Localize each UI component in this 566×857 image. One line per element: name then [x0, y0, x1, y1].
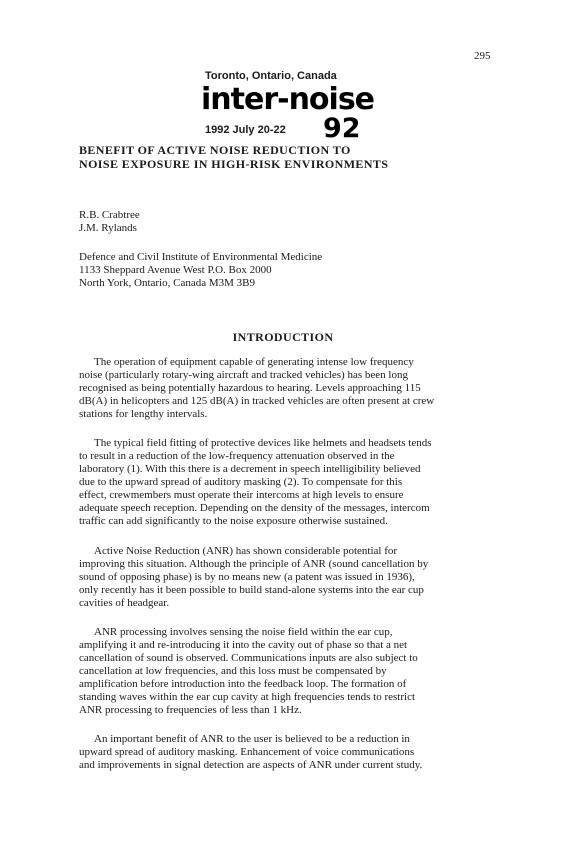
paragraph-line: cavities of headgear.: [79, 597, 170, 609]
paragraph-line: An important benefit of ANR to the user is believed to be a reduction in: [94, 733, 410, 745]
paragraph-line: Active Noise Reduction (ANR) has shown considerable potential for: [94, 545, 398, 557]
affiliation-line: North York, Ontario, Canada M3M 3B9: [79, 277, 255, 289]
author-name: R.B. Crabtree: [79, 209, 140, 221]
section-heading: INTRODUCTION: [232, 330, 334, 344]
body-paragraph: [79, 626, 499, 717]
paragraph-line: noise (particularly rotary-wing aircraft and tracked vehicles) has been long: [79, 369, 408, 381]
paragraph-line: only recently has it been possible to build stand-alone systems into the ear cup: [79, 584, 424, 596]
title-line: BENEFIT OF ACTIVE NOISE REDUCTION TO: [79, 143, 351, 157]
paragraph-line: and improvements in signal detection are aspects of ANR under current study.: [79, 759, 423, 771]
affiliation-line: Defence and Civil Institute of Environmental Medicine: [79, 251, 323, 263]
author-name: J.M. Rylands: [79, 222, 137, 234]
page-number: 295: [474, 50, 491, 62]
paragraph-line: cancellation at low frequencies, and this loss must be compensated by: [79, 665, 387, 677]
affiliation-block: [79, 251, 322, 290]
paragraph-line: traffic can add significantly to the noise exposure otherwise sustained.: [79, 515, 388, 527]
paragraph-line: laboratory (1). With this there is a decrement in speech intelligibility believed: [79, 463, 421, 475]
body-paragraph: [79, 733, 499, 772]
affiliation-line: 1133 Sheppard Avenue West P.O. Box 2000: [79, 264, 272, 276]
paragraph-line: ANR processing to frequencies of less than 1 kHz.: [79, 704, 302, 716]
author-list: [79, 209, 140, 235]
paragraph-line: The typical field fitting of protective devices like helmets and headsets tends: [94, 437, 432, 449]
paragraph-line: upward spread of auditory masking. Enhancement of voice communications: [79, 746, 415, 758]
body-paragraph: [79, 356, 499, 421]
paragraph-line: improving this situation. Although the principle of ANR (sound cancellation by: [79, 558, 429, 570]
paragraph-line: recognised as being potentially hazardous to hearing. Levels approaching 115: [79, 382, 421, 394]
paragraph-line: effect, crewmembers must operate their intercoms at high levels to ensure: [79, 489, 404, 501]
paragraph-line: amplifying it and re-introducing it into the cavity out of phase so that a net: [79, 639, 408, 651]
conference-year-mark: 92: [323, 113, 361, 144]
paragraph-line: cancellation of sound is observed. Communications inputs are also subject to: [79, 652, 418, 664]
paper-title: [79, 143, 388, 171]
paragraph-line: dB(A) in helicopters and 125 dB(A) in tracked vehicles are often present at crew: [79, 395, 435, 407]
paragraph-line: stations for lengthy intervals.: [79, 408, 208, 420]
paragraph-line: standing waves within the ear cup cavity at high frequencies tends to restrict: [79, 691, 416, 703]
paragraph-line: amplification before introduction into the feedback loop. The formation of: [79, 678, 407, 690]
paragraph-line: to result in a reduction of the low-frequency attenuation observed in the: [79, 450, 395, 462]
title-line: NOISE EXPOSURE IN HIGH-RISK ENVIRONMENTS: [79, 157, 389, 171]
conference-location: Toronto, Ontario, Canada: [205, 70, 337, 82]
paragraph-line: due to the upward spread of auditory masking (2). To compensate for this: [79, 476, 403, 488]
conference-date: 1992 July 20-22: [205, 124, 286, 136]
body-paragraph: [79, 437, 499, 528]
paragraph-line: The operation of equipment capable of generating intense low frequency: [94, 356, 414, 368]
conference-logo: inter-noise: [201, 82, 375, 117]
paragraph-line: ANR processing involves sensing the noise field within the ear cup,: [94, 626, 393, 638]
paragraph-line: sound of opposing phase) is by no means new (a patent was issued in 1936),: [79, 571, 415, 583]
body-paragraph: [79, 545, 499, 610]
paragraph-line: adequate speech reception. Depending on the density of the messages, intercom: [79, 502, 430, 514]
